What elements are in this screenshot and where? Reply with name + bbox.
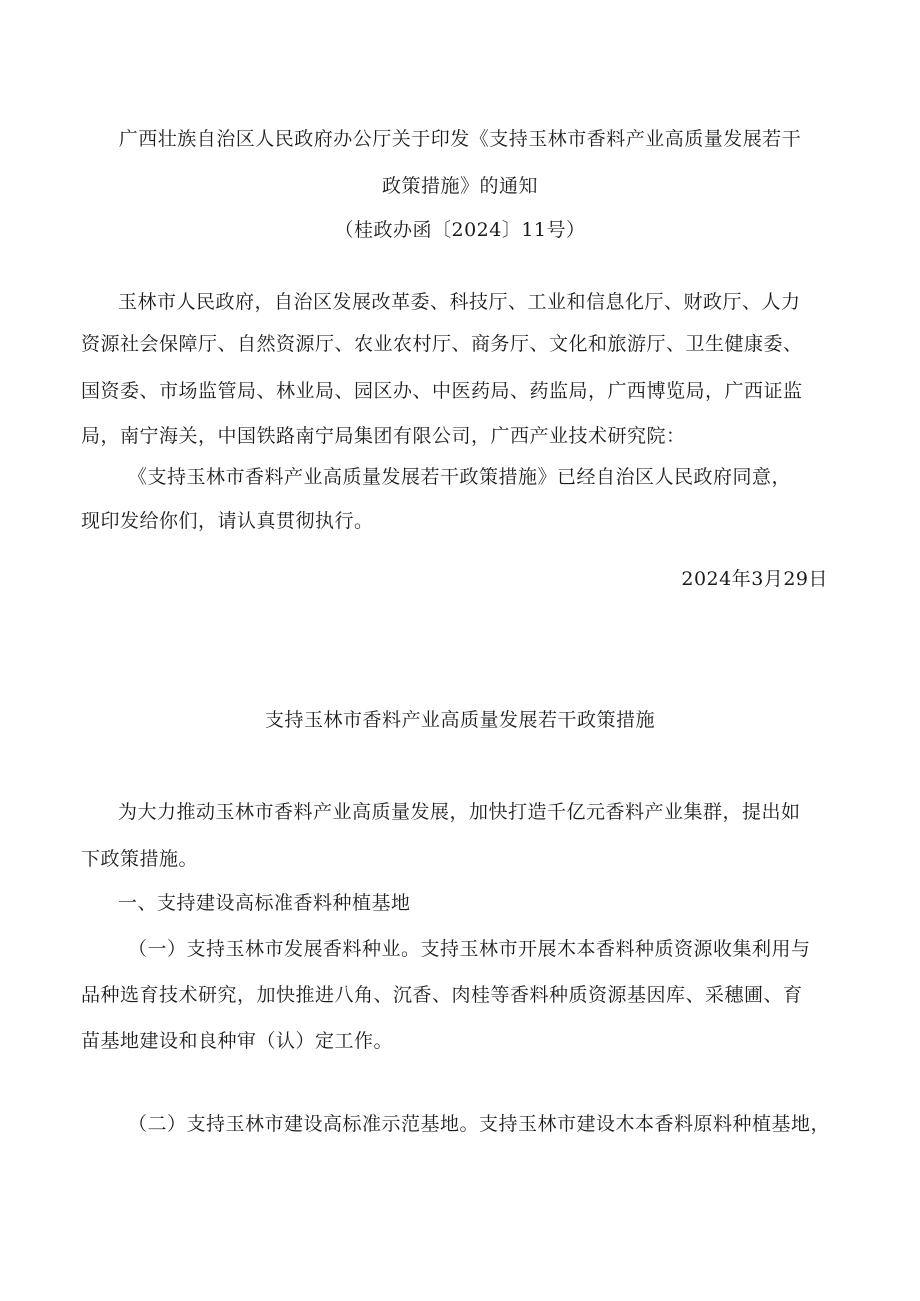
notice-title-line-1: 广西壮族自治区人民政府办公厅关于印发《支持玉林市香料产业高质量发展若干 [118, 128, 802, 150]
measures-intro-line-2: 下政策措施。 [81, 848, 199, 870]
recipients-line-1: 玉林市人民政府，自治区发展改革委、科技厅、工业和信息化厅、财政厅、人力 [118, 291, 801, 313]
measures-intro-line-1: 为大力推动玉林市香料产业高质量发展，加快打造千亿元香料产业集群，提出如 [118, 801, 801, 823]
section-1-heading: 一、支持建设高标准香料种植基地 [118, 892, 411, 914]
notice-body-line-1: 《支持玉林市香料产业高质量发展若干政策措施》已经自治区人民政府同意， [128, 466, 792, 488]
item-1-line-2: 品种选育技术研究，加快推进八角、沉香、肉桂等香料种质资源基因库、采穗圃、育 [81, 984, 803, 1006]
recipients-line-4: 局，南宁海关，中国铁路南宁局集团有限公司，广西产业技术研究院： [81, 425, 686, 447]
item-1-line-1: （一）支持玉林市发展香料种业。支持玉林市开展木本香料种质资源收集利用与 [128, 938, 811, 960]
notice-body-line-2: 现印发给你们，请认真贯彻执行。 [81, 510, 374, 532]
recipients-line-2: 资源社会保障厅、自然资源厅、农业农村厅、商务厅、文化和旅游厅、卫生健康委、 [81, 333, 803, 355]
item-1-line-3: 苗基地建设和良种审（认）定工作。 [81, 1030, 394, 1052]
recipients-line-3: 国资委、市场监管局、林业局、园区办、中医药局、药监局，广西博览局，广西证监 [81, 380, 803, 402]
item-2-line-1: （二）支持玉林市建设高标准示范基地。支持玉林市建设木本香料原料种植基地， [128, 1113, 831, 1135]
notice-doc-number: （桂政办函〔2024〕11号） [334, 219, 586, 241]
notice-title-line-2: 政策措施》的通知 [381, 175, 538, 197]
measures-title: 支持玉林市香料产业高质量发展若干政策措施 [264, 709, 655, 731]
notice-date: 2024年3月29日 [681, 568, 828, 590]
